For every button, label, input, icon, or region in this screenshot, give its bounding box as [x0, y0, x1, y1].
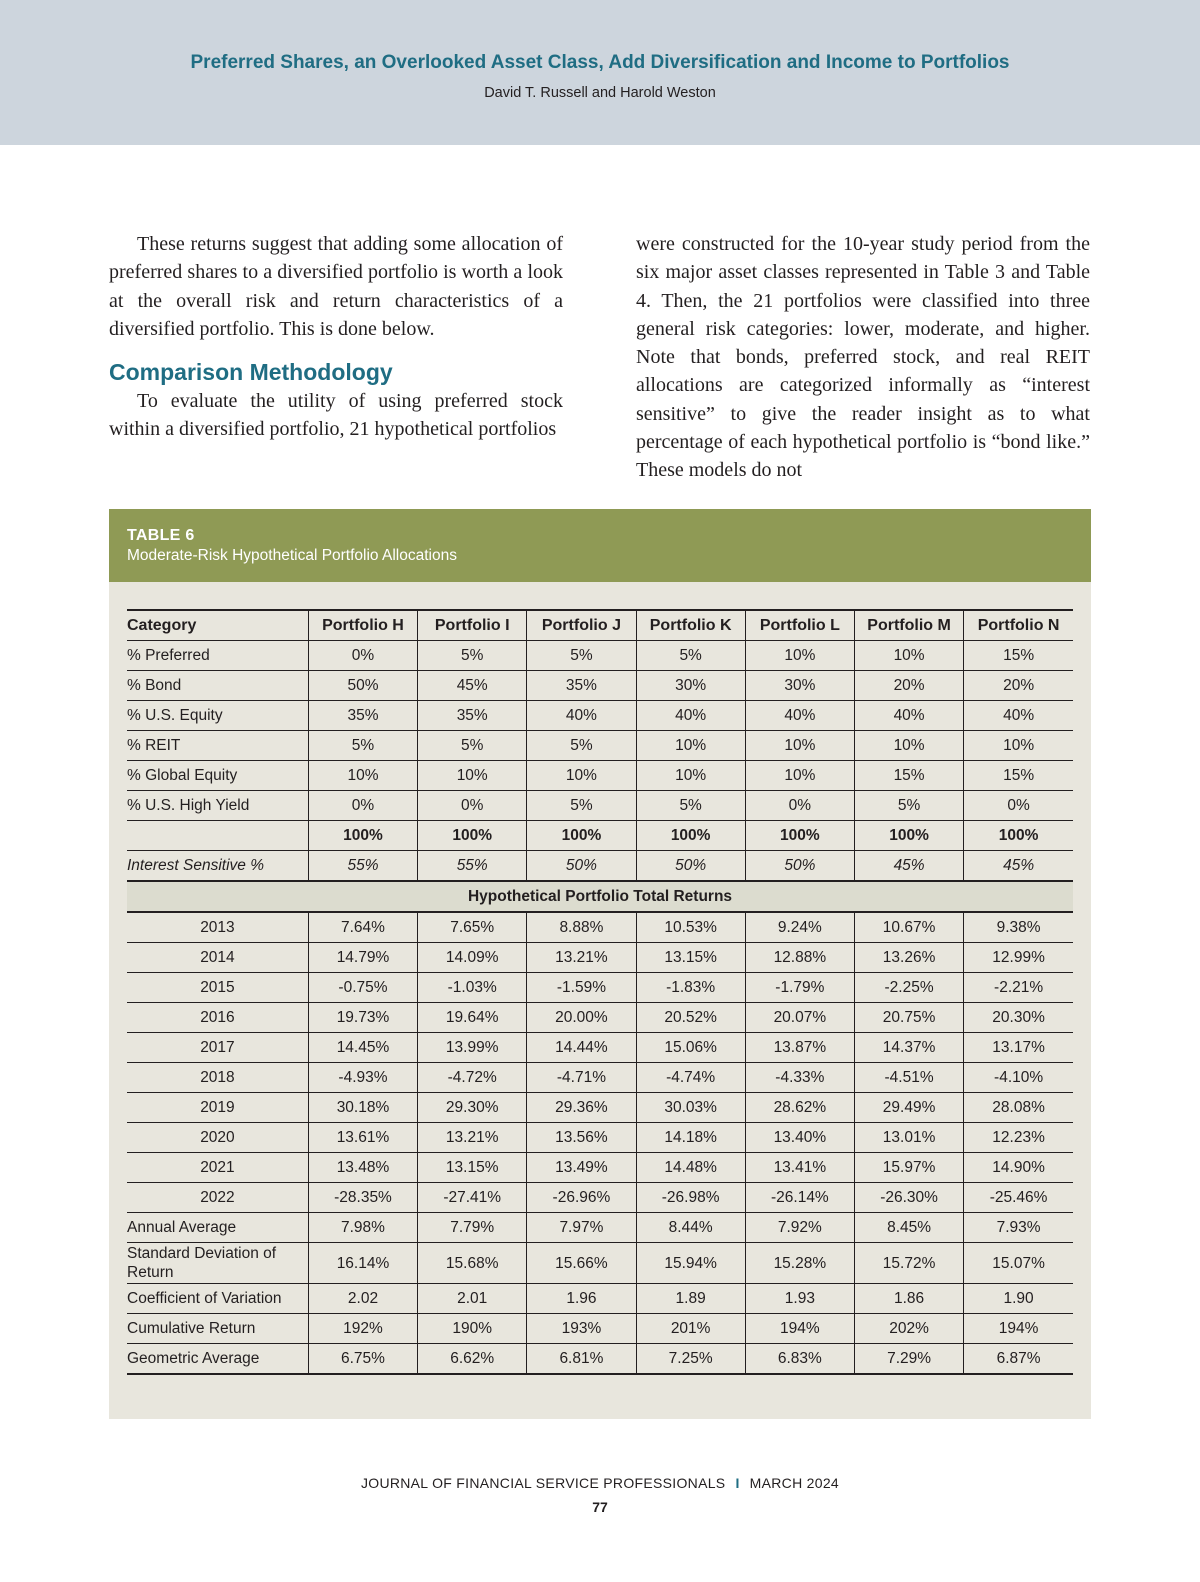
table-cell: 8.44%	[636, 1213, 745, 1243]
year-return-row	[127, 1003, 1073, 1033]
table-cell: 10%	[745, 761, 854, 791]
issue-date: MARCH 2024	[749, 1475, 840, 1491]
table-cell: 5%	[636, 791, 745, 821]
year-return-row	[127, 912, 1073, 943]
table-cell: 100%	[964, 821, 1073, 851]
table-cell: 190%	[418, 1314, 527, 1344]
year-label: 2015	[127, 973, 308, 1003]
table-cell: -26.98%	[636, 1183, 745, 1213]
table-cell: 6.87%	[964, 1344, 1073, 1375]
table-cell: 13.21%	[527, 943, 636, 973]
table-cell: 14.45%	[308, 1033, 417, 1063]
journal-name: JOURNAL OF FINANCIAL SERVICE PROFESSIONALS	[360, 1475, 726, 1491]
table-cell: 10%	[854, 641, 963, 671]
table-cell: 20%	[854, 671, 963, 701]
table-panel	[109, 509, 1091, 1419]
year-return-row	[127, 1153, 1073, 1183]
column-header-portfolio: Portfolio H	[308, 610, 417, 641]
interest-sensitive-row	[127, 851, 1073, 882]
table-cell: 13.41%	[745, 1153, 854, 1183]
table-cell: 10%	[308, 761, 417, 791]
year-return-row	[127, 1123, 1073, 1153]
table-cell: 10%	[854, 731, 963, 761]
table-cell: 15.66%	[527, 1243, 636, 1284]
table-cell: -4.72%	[418, 1063, 527, 1093]
statistic-row	[127, 1344, 1073, 1375]
row-label: % Preferred	[127, 641, 308, 671]
row-label: Interest Sensitive %	[127, 851, 308, 882]
table-cell: 50%	[527, 851, 636, 882]
table-cell: -0.75%	[308, 973, 417, 1003]
table-cell: 40%	[854, 701, 963, 731]
table-cell: 50%	[636, 851, 745, 882]
row-label: Coefficient of Variation	[127, 1284, 308, 1314]
table-cell: 13.99%	[418, 1033, 527, 1063]
year-return-row	[127, 1093, 1073, 1123]
table-cell: 15.72%	[854, 1243, 963, 1284]
table-cell: 1.96	[527, 1284, 636, 1314]
allocation-row	[127, 791, 1073, 821]
table-cell: 5%	[527, 791, 636, 821]
table-cell: 30%	[745, 671, 854, 701]
table-cell: 100%	[745, 821, 854, 851]
column-header-category: Category	[127, 610, 308, 641]
row-label: % U.S. High Yield	[127, 791, 308, 821]
table-cell: 2.02	[308, 1284, 417, 1314]
year-label: 2022	[127, 1183, 308, 1213]
article-authors: David T. Russell and Harold Weston	[484, 85, 716, 101]
table-cell: 5%	[527, 731, 636, 761]
statistic-row	[127, 1284, 1073, 1314]
table-cell: 13.40%	[745, 1123, 854, 1153]
table-cell: 5%	[636, 641, 745, 671]
row-label: Geometric Average	[127, 1344, 308, 1375]
table-cell: 15%	[964, 761, 1073, 791]
table-cell: -26.96%	[527, 1183, 636, 1213]
table-cell: -2.25%	[854, 973, 963, 1003]
table-cell: 13.61%	[308, 1123, 417, 1153]
footer-journal-line	[0, 1475, 1200, 1491]
table-caption: Moderate-Risk Hypothetical Portfolio Allocations	[127, 547, 457, 564]
column-header-portfolio: Portfolio J	[527, 610, 636, 641]
year-return-row	[127, 1183, 1073, 1213]
table-cell: 45%	[964, 851, 1073, 882]
table-cell: -27.41%	[418, 1183, 527, 1213]
table-cell: 30%	[636, 671, 745, 701]
table-cell: 0%	[308, 641, 417, 671]
totals-row	[127, 821, 1073, 851]
returns-subheading-row	[127, 881, 1073, 912]
table-cell: 194%	[964, 1314, 1073, 1344]
table-cell: -2.21%	[964, 973, 1073, 1003]
statistic-row	[127, 1314, 1073, 1344]
table-cell: 15%	[854, 761, 963, 791]
column-header-portfolio: Portfolio N	[964, 610, 1073, 641]
table-cell: 8.88%	[527, 912, 636, 943]
table-cell: 192%	[308, 1314, 417, 1344]
table-cell: 10%	[636, 731, 745, 761]
table-cell: 100%	[308, 821, 417, 851]
table-cell: 55%	[308, 851, 417, 882]
table-cell: 10%	[418, 761, 527, 791]
section-heading: Comparison Methodology	[109, 359, 393, 386]
table-cell: -26.14%	[745, 1183, 854, 1213]
row-label: Annual Average	[127, 1213, 308, 1243]
table-cell: 14.48%	[636, 1153, 745, 1183]
year-label: 2020	[127, 1123, 308, 1153]
allocation-row	[127, 701, 1073, 731]
table-header-row	[127, 610, 1073, 641]
table-cell: 13.15%	[636, 943, 745, 973]
table-cell: 0%	[308, 791, 417, 821]
table-cell: 12.23%	[964, 1123, 1073, 1153]
table-cell: 5%	[854, 791, 963, 821]
table-cell: -1.83%	[636, 973, 745, 1003]
portfolio-table	[127, 609, 1073, 1375]
body-paragraph: were constructed for the 10-year study period from the six major asset classes represented in Table 3 and Table 4. Then, the 21 portfolios were classified into three general risk categories: lower, moderate, and higher. Note that bonds, preferred stock, and real REIT allocations are categorized informally as “interest sensitive” to give the reader insight as to what percentage of each hypothetical portfolio is “bond like.” These models do not	[636, 233, 1090, 482]
table-cell: 1.90	[964, 1284, 1073, 1314]
table-cell: 5%	[418, 641, 527, 671]
returns-subheading: Hypothetical Portfolio Total Returns	[127, 881, 1073, 912]
table-cell: 202%	[854, 1314, 963, 1344]
table-cell: 2.01	[418, 1284, 527, 1314]
table-cell: 13.01%	[854, 1123, 963, 1153]
table-cell: 13.15%	[418, 1153, 527, 1183]
table-cell: 6.83%	[745, 1344, 854, 1375]
table-cell: 10%	[745, 731, 854, 761]
table-cell: 0%	[964, 791, 1073, 821]
table-cell: -4.33%	[745, 1063, 854, 1093]
body-paragraph: To evaluate the utility of using preferred stock within a diversified portfolio, 21 hypothetical portfolios	[109, 390, 563, 441]
table-cell: 29.49%	[854, 1093, 963, 1123]
table-cell: 10.53%	[636, 912, 745, 943]
table-cell: 100%	[418, 821, 527, 851]
table-cell: 7.92%	[745, 1213, 854, 1243]
statistic-row	[127, 1243, 1073, 1284]
table-cell: 28.62%	[745, 1093, 854, 1123]
column-header-portfolio: Portfolio L	[745, 610, 854, 641]
year-label: 2019	[127, 1093, 308, 1123]
right-column	[636, 230, 1090, 485]
row-label: % U.S. Equity	[127, 701, 308, 731]
allocation-row	[127, 641, 1073, 671]
row-label	[127, 821, 308, 851]
row-label: Standard Deviation of Return	[127, 1243, 308, 1284]
table-cell: 7.93%	[964, 1213, 1073, 1243]
table-cell: 50%	[745, 851, 854, 882]
allocation-row	[127, 671, 1073, 701]
table-cell: 7.64%	[308, 912, 417, 943]
table-cell: 45%	[418, 671, 527, 701]
table-cell: 15.07%	[964, 1243, 1073, 1284]
row-label: Cumulative Return	[127, 1314, 308, 1344]
allocation-row	[127, 761, 1073, 791]
table-cell: 5%	[527, 641, 636, 671]
table-cell: 10%	[527, 761, 636, 791]
table-cell: 194%	[745, 1314, 854, 1344]
table-header-bar	[109, 509, 1091, 582]
table-cell: 100%	[636, 821, 745, 851]
year-label: 2021	[127, 1153, 308, 1183]
table-head	[127, 610, 1073, 641]
table-cell: 20.00%	[527, 1003, 636, 1033]
table-cell: 7.65%	[418, 912, 527, 943]
table-label: TABLE 6	[127, 527, 195, 544]
row-label: % Global Equity	[127, 761, 308, 791]
table-cell: 19.73%	[308, 1003, 417, 1033]
table-cell: 13.21%	[418, 1123, 527, 1153]
table-cell: 55%	[418, 851, 527, 882]
statistic-row	[127, 1213, 1073, 1243]
table-cell: 14.18%	[636, 1123, 745, 1153]
table-cell: 30.03%	[636, 1093, 745, 1123]
table-cell: 29.30%	[418, 1093, 527, 1123]
year-return-row	[127, 1033, 1073, 1063]
table-cell: 100%	[527, 821, 636, 851]
table-cell: 201%	[636, 1314, 745, 1344]
table-cell: -4.10%	[964, 1063, 1073, 1093]
table-cell: 15%	[964, 641, 1073, 671]
table-cell: 19.64%	[418, 1003, 527, 1033]
table-cell: 15.28%	[745, 1243, 854, 1284]
page-number: 77	[592, 1499, 608, 1515]
table-cell: 13.17%	[964, 1033, 1073, 1063]
year-return-row	[127, 973, 1073, 1003]
table-cell: 40%	[745, 701, 854, 731]
table-cell: 12.88%	[745, 943, 854, 973]
table-cell: 13.26%	[854, 943, 963, 973]
table-cell: 16.14%	[308, 1243, 417, 1284]
left-column	[109, 230, 563, 444]
table-cell: -26.30%	[854, 1183, 963, 1213]
table-cell: 13.48%	[308, 1153, 417, 1183]
table-cell: 35%	[527, 671, 636, 701]
table-cell: 13.87%	[745, 1033, 854, 1063]
table-cell: 29.36%	[527, 1093, 636, 1123]
table-body	[127, 641, 1073, 1375]
table-cell: 14.44%	[527, 1033, 636, 1063]
column-header-portfolio: Portfolio K	[636, 610, 745, 641]
table-cell: -4.74%	[636, 1063, 745, 1093]
table-cell: 7.97%	[527, 1213, 636, 1243]
table-cell: 14.37%	[854, 1033, 963, 1063]
year-label: 2017	[127, 1033, 308, 1063]
table-cell: 7.29%	[854, 1344, 963, 1375]
table-cell: 20%	[964, 671, 1073, 701]
table-cell: -1.79%	[745, 973, 854, 1003]
row-label: % Bond	[127, 671, 308, 701]
table-cell: 6.81%	[527, 1344, 636, 1375]
table-cell: -1.03%	[418, 973, 527, 1003]
table-cell: 30.18%	[308, 1093, 417, 1123]
column-header-portfolio: Portfolio I	[418, 610, 527, 641]
table-cell: 7.79%	[418, 1213, 527, 1243]
table-cell: 35%	[418, 701, 527, 731]
table-cell: 40%	[636, 701, 745, 731]
table-cell: 14.79%	[308, 943, 417, 973]
table-cell: 20.30%	[964, 1003, 1073, 1033]
table-cell: -28.35%	[308, 1183, 417, 1213]
table-cell: 20.75%	[854, 1003, 963, 1033]
year-return-row	[127, 1063, 1073, 1093]
table-cell: 1.93	[745, 1284, 854, 1314]
allocation-row	[127, 731, 1073, 761]
table-cell: 14.90%	[964, 1153, 1073, 1183]
row-label: % REIT	[127, 731, 308, 761]
column-header-portfolio: Portfolio M	[854, 610, 963, 641]
table-cell: 20.07%	[745, 1003, 854, 1033]
table-cell: 15.68%	[418, 1243, 527, 1284]
table-cell: 7.25%	[636, 1344, 745, 1375]
table-cell: -25.46%	[964, 1183, 1073, 1213]
table-cell: 50%	[308, 671, 417, 701]
table-cell: 15.97%	[854, 1153, 963, 1183]
article-title: Preferred Shares, an Overlooked Asset Class, Add Diversification and Income to Portfolios	[190, 52, 1010, 73]
table-cell: 7.98%	[308, 1213, 417, 1243]
footer-separator: I	[735, 1475, 740, 1491]
table-cell: 40%	[527, 701, 636, 731]
table-cell: 28.08%	[964, 1093, 1073, 1123]
table-cell: 193%	[527, 1314, 636, 1344]
table-cell: 20.52%	[636, 1003, 745, 1033]
table-cell: -4.51%	[854, 1063, 963, 1093]
table-cell: 100%	[854, 821, 963, 851]
table-cell: 8.45%	[854, 1213, 963, 1243]
year-return-row	[127, 943, 1073, 973]
table-cell: 0%	[418, 791, 527, 821]
table-cell: 12.99%	[964, 943, 1073, 973]
table-cell: 6.75%	[308, 1344, 417, 1375]
table-cell: 0%	[745, 791, 854, 821]
table-cell: -1.59%	[527, 973, 636, 1003]
year-label: 2013	[127, 912, 308, 943]
year-label: 2016	[127, 1003, 308, 1033]
table-cell: 10%	[964, 731, 1073, 761]
table-cell: -4.93%	[308, 1063, 417, 1093]
table-cell: 9.24%	[745, 912, 854, 943]
table-cell: 13.49%	[527, 1153, 636, 1183]
table-cell: 5%	[418, 731, 527, 761]
table-cell: 10%	[636, 761, 745, 791]
body-paragraph: These returns suggest that adding some allocation of preferred shares to a diversified portfolio is worth a look at the overall risk and return characteristics of a diversified portfolio. This is done below.	[109, 233, 563, 340]
table-cell: 15.94%	[636, 1243, 745, 1284]
table-cell: 6.62%	[418, 1344, 527, 1375]
year-label: 2014	[127, 943, 308, 973]
table-cell: 15.06%	[636, 1033, 745, 1063]
table-cell: 45%	[854, 851, 963, 882]
table-cell: 40%	[964, 701, 1073, 731]
table-cell: -4.71%	[527, 1063, 636, 1093]
table-cell: 1.86	[854, 1284, 963, 1314]
table-cell: 14.09%	[418, 943, 527, 973]
year-label: 2018	[127, 1063, 308, 1093]
table-cell: 10%	[745, 641, 854, 671]
table-cell: 1.89	[636, 1284, 745, 1314]
table-cell: 5%	[308, 731, 417, 761]
table-cell: 10.67%	[854, 912, 963, 943]
table-cell: 9.38%	[964, 912, 1073, 943]
table-cell: 35%	[308, 701, 417, 731]
table-cell: 13.56%	[527, 1123, 636, 1153]
